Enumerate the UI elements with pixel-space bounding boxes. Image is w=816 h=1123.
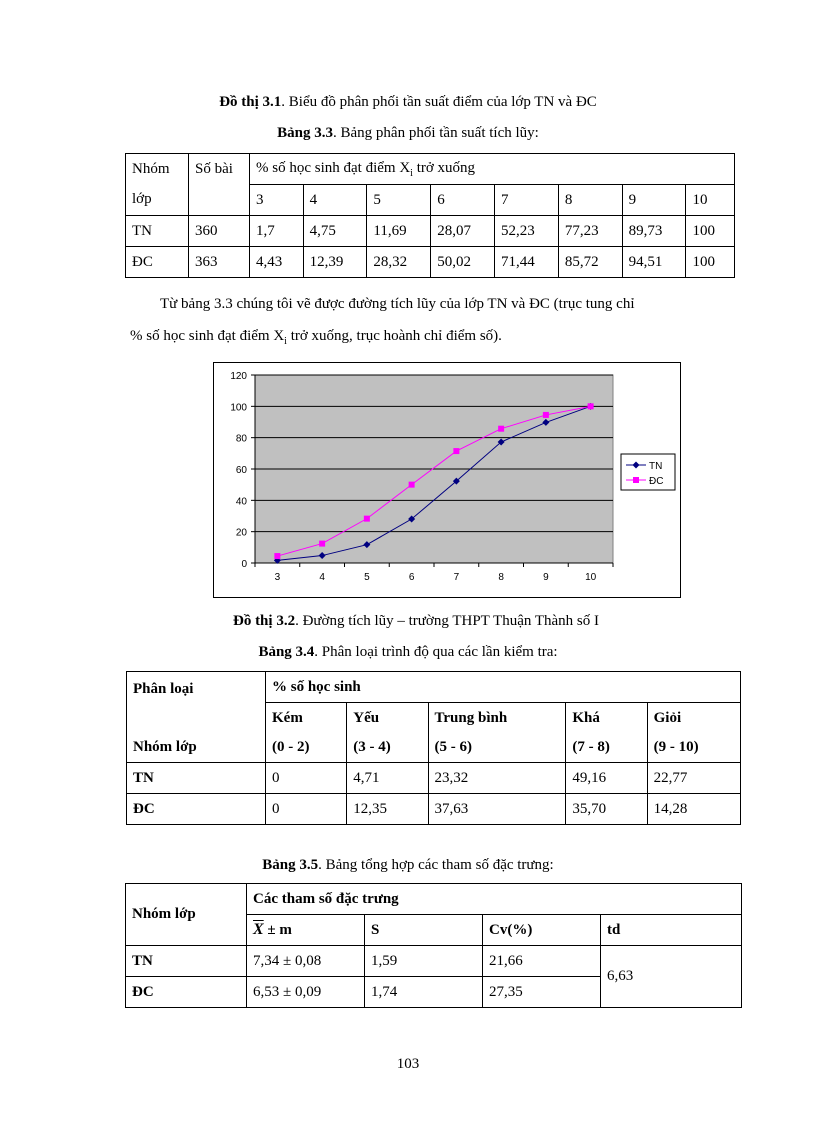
cell-value: 23,32 <box>428 763 566 794</box>
data-point-đc <box>274 553 280 559</box>
cell-value: 0 <box>266 794 347 825</box>
cell-value: 22,77 <box>647 763 740 794</box>
cell-mean: 6,53 ± 0,09 <box>247 977 365 1008</box>
y-tick-label: 20 <box>235 527 247 539</box>
table-title-text: . Phân loại trình độ qua các lần kiểm tra: <box>314 644 558 660</box>
chart-3-2-caption <box>0 613 816 630</box>
cell-value: 14,28 <box>647 794 740 825</box>
table-row <box>127 763 741 794</box>
category-name: Yếu <box>353 709 380 726</box>
header-pct-cell <box>250 154 735 185</box>
legend-label: TN <box>649 461 663 472</box>
table-label: Bảng 3.4 <box>258 644 315 660</box>
y-tick-label: 100 <box>230 402 247 414</box>
cell-value: 94,51 <box>622 247 686 278</box>
data-point-đc <box>453 448 459 454</box>
score-header: 5 <box>367 185 431 216</box>
score-header: 4 <box>303 185 367 216</box>
row-group: TN <box>126 946 247 977</box>
row-group: TN <box>127 763 266 794</box>
x-tick-label: 5 <box>364 572 370 583</box>
x-tick-label: 10 <box>585 572 597 583</box>
score-header: 10 <box>686 185 735 216</box>
cell-value: 89,73 <box>622 216 686 247</box>
x-tick-label: 3 <box>274 572 281 583</box>
paragraph-line-1: Từ bảng 3.3 chúng tôi vẽ được đường tích lũy của lớp TN và ĐC (trục tung chỉ <box>160 296 635 312</box>
category-kem <box>266 703 347 763</box>
data-point-đc <box>409 482 415 488</box>
cell-value: 85,72 <box>558 247 622 278</box>
cell-value: 12,39 <box>303 247 367 278</box>
caption-label: Đồ thị 3.2 <box>232 613 296 629</box>
header-count-cell: Số bài <box>189 154 250 216</box>
table-title-text: . Bảng phân phối tần suất tích lũy: <box>333 125 539 141</box>
cell-value: 4,71 <box>347 763 428 794</box>
header-s-cell: S <box>365 915 483 946</box>
cell-cv: 21,66 <box>483 946 601 977</box>
category-range: (7 - 8) <box>572 738 610 755</box>
table-row <box>126 247 735 278</box>
data-point-đc <box>498 426 504 432</box>
y-tick-label: 80 <box>235 433 247 445</box>
row-count: 363 <box>189 247 250 278</box>
table-3-5 <box>125 883 742 1008</box>
cell-value: 28,07 <box>431 216 495 247</box>
category-trung-binh <box>428 703 566 763</box>
cell-value: 50,02 <box>431 247 495 278</box>
cell-value: 0 <box>266 763 347 794</box>
data-point-đc <box>588 403 594 409</box>
paragraph-line-2-text: % số học sinh đạt điểm X <box>130 328 285 344</box>
y-tick-label: 120 <box>230 371 247 382</box>
category-gioi <box>647 703 740 763</box>
table-3-3 <box>125 153 735 278</box>
category-name: Trung bình <box>434 709 508 726</box>
score-header: 3 <box>250 185 304 216</box>
caption-label: Đồ thị 3.1 <box>219 94 282 110</box>
header-pct-sub: i <box>410 167 413 179</box>
cell-value: 12,35 <box>347 794 428 825</box>
x-tick-label: 6 <box>408 572 415 583</box>
table-3-4 <box>126 671 741 825</box>
y-tick-label: 40 <box>235 496 247 508</box>
row-count: 360 <box>189 216 250 247</box>
header-group-text: Nhóm lớp <box>133 739 197 755</box>
table-3-3-title <box>0 125 816 142</box>
header-params-cell: Các tham số đặc trưng <box>247 884 742 915</box>
x-tick-label: 8 <box>498 572 504 583</box>
category-range: (9 - 10) <box>653 738 699 755</box>
cell-value: 77,23 <box>558 216 622 247</box>
header-pct-cell: % số học sinh <box>266 672 741 703</box>
category-name: Giỏi <box>653 709 682 726</box>
header-group-line1: Nhóm <box>132 161 170 177</box>
data-point-đc <box>633 477 639 483</box>
caption-text: . Đường tích lũy – trường THPT Thuận Thành số I <box>295 613 599 629</box>
data-point-đc <box>319 541 325 547</box>
category-range: (0 - 2) <box>272 738 310 755</box>
chart-3-1-caption <box>0 94 816 111</box>
score-header: 7 <box>495 185 559 216</box>
header-td-cell: td <box>601 915 742 946</box>
row-group: TN <box>126 216 189 247</box>
table-row <box>126 946 742 977</box>
table-row <box>127 794 741 825</box>
table-row <box>126 216 735 247</box>
table-3-4-title <box>0 644 816 661</box>
cumulative-line-chart <box>213 362 681 598</box>
score-header: 6 <box>431 185 495 216</box>
cell-value: 52,23 <box>495 216 559 247</box>
cell-td: 6,63 <box>601 946 742 1008</box>
header-group-line2: lớp <box>132 191 152 207</box>
cell-value: 11,69 <box>367 216 431 247</box>
header-group-cell <box>126 154 189 216</box>
category-range: (3 - 4) <box>353 738 391 755</box>
cell-value: 35,70 <box>566 794 647 825</box>
row-group: ĐC <box>126 247 189 278</box>
cell-value: 4,75 <box>303 216 367 247</box>
x-tick-label: 4 <box>319 572 325 583</box>
table-label: Bảng 3.3 <box>277 125 334 141</box>
x-tick-label: 9 <box>543 572 549 583</box>
header-class-cell <box>127 672 266 763</box>
paragraph-line-2 <box>130 320 734 358</box>
header-class-text: Phân loại <box>133 681 194 697</box>
header-mean-cell <box>247 915 365 946</box>
table-title-text: . Bảng tổng hợp các tham số đặc trưng: <box>318 857 554 873</box>
cell-value: 4,43 <box>250 247 304 278</box>
category-range: (5 - 6) <box>434 738 472 755</box>
score-header: 9 <box>622 185 686 216</box>
cell-cv: 27,35 <box>483 977 601 1008</box>
row-group: ĐC <box>126 977 247 1008</box>
legend-label: ĐC <box>649 476 664 487</box>
score-header: 8 <box>558 185 622 216</box>
data-point-đc <box>543 412 549 418</box>
category-yeu <box>347 703 428 763</box>
row-group: ĐC <box>127 794 266 825</box>
legend-box <box>621 454 675 490</box>
table-3-5-title <box>0 857 816 874</box>
mean-symbol: $\overline{X}$ <box>253 921 264 938</box>
mean-symbol-rest: ± m <box>263 922 292 938</box>
y-tick-label: 0 <box>241 559 247 570</box>
category-name: Kém <box>272 709 303 726</box>
header-pct-suffix: trở xuống <box>412 159 476 176</box>
header-pct-text: % số học sinh đạt điểm X <box>256 159 411 176</box>
chart-plot-area <box>230 371 675 583</box>
cell-s: 1,59 <box>365 946 483 977</box>
header-group-cell: Nhóm lớp <box>126 884 247 946</box>
cell-value: 100 <box>686 247 735 278</box>
cell-value: 49,16 <box>566 763 647 794</box>
cell-value: 28,32 <box>367 247 431 278</box>
cell-mean: 7,34 ± 0,08 <box>247 946 365 977</box>
paragraph-sub: i <box>284 336 287 347</box>
caption-text: . Biểu đồ phân phối tần suất điểm của lớp TN và ĐC <box>281 94 597 110</box>
cell-value: 1,7 <box>250 216 304 247</box>
cell-s: 1,74 <box>365 977 483 1008</box>
cell-value: 100 <box>686 216 735 247</box>
data-point-đc <box>364 516 370 522</box>
header-cv-cell: Cv(%) <box>483 915 601 946</box>
cell-value: 37,63 <box>428 794 566 825</box>
page-number: 103 <box>396 1056 420 1072</box>
paragraph-line-2-suffix: trở xuống, trục hoành chỉ điểm số). <box>286 328 502 344</box>
category-kha <box>566 703 647 763</box>
cell-value: 71,44 <box>495 247 559 278</box>
category-name: Khá <box>572 709 600 726</box>
table-label: Bảng 3.5 <box>262 857 319 873</box>
x-tick-label: 7 <box>453 572 460 583</box>
y-tick-label: 60 <box>235 465 247 476</box>
